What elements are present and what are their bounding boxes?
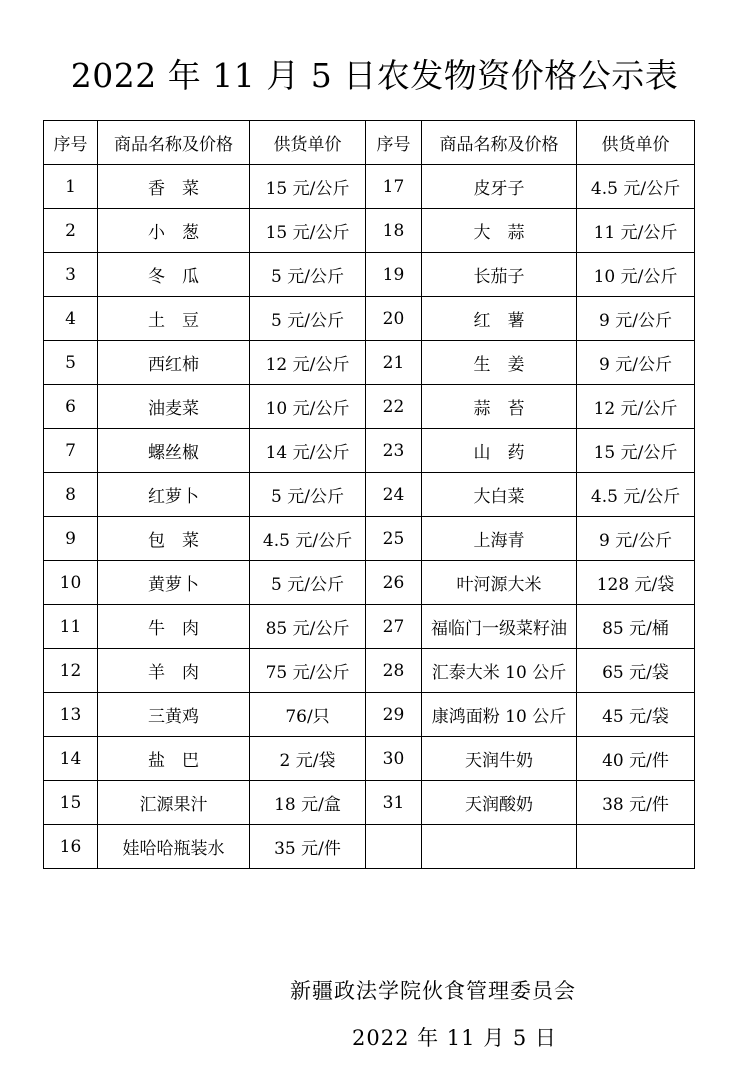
item-price: 2 元/袋 [250,737,366,781]
item-number: 7 [44,429,98,473]
table-row [44,561,695,605]
item-price: 12 元/公斤 [577,385,695,429]
item-price: 76/只 [250,693,366,737]
item-name: 叶河源大米 [422,561,577,605]
item-name: 牛 肉 [98,605,250,649]
item-number: 21 [366,341,422,385]
item-name: 冬 瓜 [98,253,250,297]
item-name: 汇泰大米 10 公斤 [422,649,577,693]
item-price: 5 元/公斤 [250,253,366,297]
item-number: 24 [366,473,422,517]
item-price [577,825,695,869]
table-row [44,781,695,825]
item-name [422,825,577,869]
table-row [44,737,695,781]
item-price: 14 元/公斤 [250,429,366,473]
item-price: 85 元/桶 [577,605,695,649]
item-price: 85 元/公斤 [250,605,366,649]
item-name: 福临门一级菜籽油 [422,605,577,649]
item-price: 38 元/件 [577,781,695,825]
table-header-row [44,121,695,165]
item-name: 上海青 [422,517,577,561]
page-title: 2022 年 11 月 5 日农发物资价格公示表 [70,56,679,95]
item-name: 皮牙子 [422,165,577,209]
item-number: 2 [44,209,98,253]
item-number [366,825,422,869]
item-name: 娃哈哈瓶装水 [98,825,250,869]
item-price: 9 元/公斤 [577,341,695,385]
header-name-right: 商品名称及价格 [422,121,577,165]
item-name: 康鸿面粉 10 公斤 [422,693,577,737]
item-price: 4.5 元/公斤 [577,165,695,209]
item-number: 29 [366,693,422,737]
item-price: 15 元/公斤 [250,209,366,253]
table-row [44,385,695,429]
table-row [44,429,695,473]
table-row [44,517,695,561]
item-price: 128 元/袋 [577,561,695,605]
item-number: 30 [366,737,422,781]
header-price-left: 供货单价 [250,121,366,165]
item-number: 26 [366,561,422,605]
item-number: 20 [366,297,422,341]
item-name: 黄萝卜 [98,561,250,605]
item-number: 5 [44,341,98,385]
item-number: 13 [44,693,98,737]
item-number: 27 [366,605,422,649]
item-name: 汇源果汁 [98,781,250,825]
item-name: 蒜 苔 [422,385,577,429]
header-no-right: 序号 [366,121,422,165]
header-name-left: 商品名称及价格 [98,121,250,165]
item-number: 25 [366,517,422,561]
item-price: 9 元/公斤 [577,297,695,341]
header-price-right: 供货单价 [577,121,695,165]
item-name: 三黄鸡 [98,693,250,737]
item-price: 35 元/件 [250,825,366,869]
item-name: 生 姜 [422,341,577,385]
item-number: 23 [366,429,422,473]
header-no-left: 序号 [44,121,98,165]
item-price: 10 元/公斤 [577,253,695,297]
item-number: 11 [44,605,98,649]
item-name: 红 薯 [422,297,577,341]
item-name: 小 葱 [98,209,250,253]
item-number: 19 [366,253,422,297]
item-number: 28 [366,649,422,693]
item-price: 10 元/公斤 [250,385,366,429]
item-name: 土 豆 [98,297,250,341]
table-row [44,693,695,737]
item-number: 4 [44,297,98,341]
item-name: 山 药 [422,429,577,473]
price-table [43,120,695,869]
table-row [44,649,695,693]
item-number: 1 [44,165,98,209]
item-price: 4.5 元/公斤 [250,517,366,561]
item-number: 18 [366,209,422,253]
item-price: 5 元/公斤 [250,561,366,605]
item-name: 盐 巴 [98,737,250,781]
item-name: 螺丝椒 [98,429,250,473]
item-number: 9 [44,517,98,561]
item-name: 油麦菜 [98,385,250,429]
item-name: 天润酸奶 [422,781,577,825]
table-row [44,825,695,869]
table-row [44,473,695,517]
item-number: 3 [44,253,98,297]
item-price: 9 元/公斤 [577,517,695,561]
item-number: 6 [44,385,98,429]
item-price: 15 元/公斤 [577,429,695,473]
item-number: 10 [44,561,98,605]
table-row [44,341,695,385]
item-number: 14 [44,737,98,781]
item-price: 12 元/公斤 [250,341,366,385]
item-name: 红萝卜 [98,473,250,517]
item-number: 17 [366,165,422,209]
item-price: 75 元/公斤 [250,649,366,693]
item-price: 15 元/公斤 [250,165,366,209]
item-name: 羊 肉 [98,649,250,693]
item-name: 香 菜 [98,165,250,209]
item-name: 长茄子 [422,253,577,297]
footer-date: 2022 年 11 月 5 日 [352,1026,557,1050]
table-row [44,605,695,649]
table-row [44,165,695,209]
item-price: 45 元/袋 [577,693,695,737]
item-name: 天润牛奶 [422,737,577,781]
item-number: 16 [44,825,98,869]
item-price: 18 元/盒 [250,781,366,825]
item-price: 11 元/公斤 [577,209,695,253]
item-price: 65 元/袋 [577,649,695,693]
table-row [44,209,695,253]
item-price: 5 元/公斤 [250,473,366,517]
table-row [44,297,695,341]
item-price: 40 元/件 [577,737,695,781]
item-number: 15 [44,781,98,825]
table-row [44,253,695,297]
item-price: 5 元/公斤 [250,297,366,341]
item-number: 8 [44,473,98,517]
item-number: 22 [366,385,422,429]
item-name: 包 菜 [98,517,250,561]
item-number: 31 [366,781,422,825]
footer-organization: 新疆政法学院伙食管理委员会 [290,979,576,1003]
item-name: 大白菜 [422,473,577,517]
item-number: 12 [44,649,98,693]
item-name: 大 蒜 [422,209,577,253]
item-name: 西红柿 [98,341,250,385]
item-price: 4.5 元/公斤 [577,473,695,517]
